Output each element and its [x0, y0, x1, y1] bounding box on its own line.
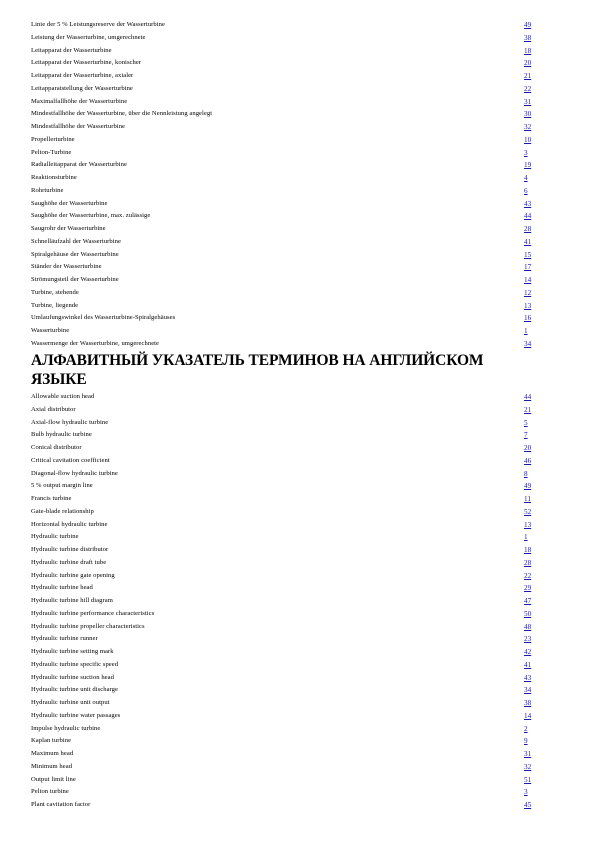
- index-row: [31, 480, 537, 493]
- page-number-link[interactable]: 21: [524, 405, 532, 414]
- term-label: Hydraulic turbine setting mark: [31, 648, 114, 655]
- index-row: [31, 761, 537, 774]
- page-number-link[interactable]: 50: [524, 609, 532, 618]
- term-label: Turbine, stehende: [31, 288, 79, 296]
- index-row: [31, 274, 537, 287]
- term-label: Hydraulic turbine runner: [31, 635, 98, 643]
- page-number-link[interactable]: 19: [524, 161, 532, 170]
- term-label: Saugrohr der Wasserturbine: [31, 225, 106, 232]
- index-row: [31, 710, 537, 723]
- index-row: [31, 147, 537, 160]
- page-number-link[interactable]: 34: [524, 686, 532, 695]
- term-label: Hydraulic turbine suction head: [31, 673, 114, 681]
- index-row: [31, 96, 537, 109]
- page-number-link[interactable]: 12: [524, 288, 532, 297]
- index-row: [31, 493, 537, 506]
- index-row: [31, 198, 537, 211]
- page-number-link[interactable]: 20: [524, 444, 532, 452]
- page-number-link[interactable]: 18: [524, 46, 532, 55]
- page-number-link[interactable]: 23: [524, 635, 532, 644]
- index-row: [31, 774, 537, 787]
- page-number-link[interactable]: 51: [524, 775, 532, 784]
- page-number-link[interactable]: 49: [524, 482, 532, 491]
- page-number-link[interactable]: 41: [524, 660, 532, 669]
- term-label: Axial distributor: [31, 405, 76, 413]
- page-number-link[interactable]: 44: [524, 393, 532, 401]
- index-row: [31, 300, 537, 313]
- page-number-link[interactable]: 17: [524, 263, 532, 272]
- term-label: Hydraulic turbine performance characteristics: [31, 609, 155, 617]
- term-label: Gate-blade relationship: [31, 507, 94, 515]
- page-number-link[interactable]: 22: [524, 571, 532, 580]
- term-label: Linie der 5 % Leistungsreserve der Wasserturbine: [31, 21, 165, 28]
- index-row: [31, 19, 537, 32]
- page-number-link[interactable]: 45: [524, 801, 532, 809]
- page-number-link[interactable]: 48: [524, 622, 532, 631]
- page-heading: [31, 351, 571, 389]
- term-label: Maximalfallhöhe der Wasserturbine: [31, 97, 128, 105]
- index-row: [31, 312, 537, 325]
- index-row: [31, 595, 537, 608]
- page-number-link[interactable]: 2: [524, 724, 528, 733]
- term-label: Hydraulic turbine water passages: [31, 711, 121, 719]
- english-term-index: [31, 391, 537, 812]
- page-number-link[interactable]: 34: [524, 339, 532, 348]
- index-row: [31, 391, 537, 404]
- index-row: [31, 134, 537, 147]
- term-label: Saughöhe der Wasserturbine: [31, 199, 108, 207]
- index-row: [31, 621, 537, 634]
- page-number-link[interactable]: 42: [524, 648, 532, 656]
- index-row: [31, 172, 537, 185]
- term-label: 5 % output margin line: [31, 482, 93, 490]
- page-number-link[interactable]: 1: [524, 327, 528, 335]
- index-row: [31, 32, 537, 45]
- term-label: Leitapparat der Wasserturbine, konischer: [31, 59, 142, 67]
- index-row: [31, 786, 537, 799]
- page-number-link[interactable]: 4: [524, 174, 528, 182]
- index-row: [31, 121, 537, 134]
- term-label: Hydraulic turbine hill diagram: [31, 597, 113, 604]
- term-label: Pelton-Turbine: [31, 148, 72, 156]
- page-number-link[interactable]: 30: [524, 110, 532, 119]
- index-row: [31, 506, 537, 519]
- page-number-link[interactable]: 38: [524, 33, 532, 42]
- index-row: [31, 249, 537, 262]
- term-label: Schnelläufzahl der Wasserturbine: [31, 237, 121, 245]
- term-label: Hydraulic turbine distributor: [31, 546, 109, 553]
- page-number-link[interactable]: 22: [524, 84, 532, 93]
- term-label: Umlaufungswinkel des Wasserturbine-Spiralgehäuses: [31, 314, 176, 322]
- term-label: Maximum head: [31, 750, 74, 757]
- index-row: [31, 557, 537, 570]
- term-label: Turbine, liegende: [31, 301, 79, 309]
- term-label: Allowable suction head: [31, 393, 95, 400]
- index-row: [31, 468, 537, 481]
- index-row: [31, 697, 537, 710]
- term-label: Reaktionsturbine: [31, 174, 77, 181]
- index-row: [31, 633, 537, 646]
- index-row: [31, 70, 537, 83]
- index-row: [31, 659, 537, 672]
- index-row: [31, 417, 537, 430]
- page-number-link[interactable]: 43: [524, 199, 532, 208]
- term-label: Hydraulic turbine gate opening: [31, 571, 115, 579]
- index-row: [31, 287, 537, 300]
- page-number-link[interactable]: 3: [524, 788, 528, 797]
- page-number-link[interactable]: 47: [524, 597, 532, 605]
- index-row: [31, 83, 537, 96]
- index-row: [31, 455, 537, 468]
- term-label: Minimum head: [31, 762, 73, 770]
- term-label: Strömungsteil der Wasserturbine: [31, 276, 119, 283]
- term-label: Ständer der Wasserturbine: [31, 263, 102, 271]
- term-label: Pelton turbine: [31, 788, 69, 796]
- page-number-link[interactable]: 6: [524, 186, 528, 195]
- page-number-link[interactable]: 44: [524, 212, 532, 221]
- page-number-link[interactable]: 32: [524, 762, 532, 771]
- page-number-link[interactable]: 43: [524, 673, 532, 682]
- index-row: [31, 261, 537, 274]
- term-label: Hydraulic turbine draft tube: [31, 558, 107, 566]
- index-row: [31, 325, 537, 338]
- page-number-link[interactable]: 31: [524, 97, 532, 106]
- term-label: Diagonal-flow hydraulic turbine: [31, 469, 118, 477]
- term-label: Hydraulic turbine specific speed: [31, 660, 119, 668]
- index-row: [31, 429, 537, 442]
- term-label: Critical cavitation coefficient: [31, 456, 110, 464]
- term-label: Bulb hydraulic turbine: [31, 431, 92, 439]
- page-number-link[interactable]: 38: [524, 699, 532, 707]
- index-row: [31, 442, 537, 455]
- index-row: [31, 185, 537, 198]
- term-label: Horizontal hydraulic turbine: [31, 520, 108, 528]
- index-row: [31, 748, 537, 761]
- index-row: [31, 45, 537, 58]
- page-number-link[interactable]: 29: [524, 584, 532, 593]
- term-label: Hydraulic turbine unit output: [31, 699, 110, 706]
- page-number-link[interactable]: 11: [524, 495, 531, 503]
- page-number-link[interactable]: 1: [524, 533, 528, 542]
- heading-line-1: АЛФАВИТНЫЙ УКАЗАТЕЛЬ ТЕРМИНОВ НА АНГЛИЙСКОМ: [31, 352, 484, 369]
- page-number-link[interactable]: 16: [524, 314, 532, 323]
- term-label: Impulse hydraulic turbine: [31, 724, 101, 732]
- term-label: Propellerturbine: [31, 135, 75, 143]
- page-number-link[interactable]: 31: [524, 750, 532, 758]
- page-number-link[interactable]: 3: [524, 148, 528, 157]
- term-label: Mindestfallhöhe der Wasserturbine, über die Nennleistung angelegt: [31, 110, 213, 118]
- index-row: [31, 404, 537, 417]
- index-row: [31, 735, 537, 748]
- index-row: [31, 108, 537, 121]
- index-row: [31, 544, 537, 557]
- term-label: Hydraulic turbine propeller characteristics: [31, 622, 145, 630]
- page-number-link[interactable]: 15: [524, 250, 532, 259]
- page-number-link[interactable]: 49: [524, 21, 532, 29]
- term-label: Axial-flow hydraulic turbine: [31, 418, 109, 426]
- page-number-link[interactable]: 41: [524, 237, 532, 246]
- term-label: Kaplan turbine: [31, 737, 72, 745]
- page-number-link[interactable]: 13: [524, 520, 532, 529]
- index-row: [31, 236, 537, 249]
- term-label: Plant cavitation factor: [31, 801, 91, 808]
- index-row: [31, 223, 537, 236]
- index-row: [31, 531, 537, 544]
- index-row: [31, 582, 537, 595]
- term-label: Wassermenge der Wasserturbine, umgerechnete: [31, 339, 160, 347]
- index-row: [31, 723, 537, 736]
- page-number-link[interactable]: 28: [524, 558, 532, 567]
- term-label: Wasserturbine: [31, 327, 70, 334]
- index-row: [31, 646, 537, 659]
- term-label: Leitapparatstellung der Wasserturbine: [31, 84, 133, 92]
- index-row: [31, 338, 537, 351]
- page-number-link[interactable]: 7: [524, 431, 528, 440]
- term-label: Hydraulic turbine: [31, 533, 79, 541]
- page-number-link[interactable]: 14: [524, 711, 532, 720]
- page-number-link[interactable]: 13: [524, 301, 532, 310]
- page-number-link[interactable]: 46: [524, 456, 532, 465]
- term-label: Leitapparat der Wasserturbine, axialer: [31, 72, 134, 79]
- index-row: [31, 519, 537, 532]
- index-row: [31, 684, 537, 697]
- index-row: [31, 608, 537, 621]
- page-number-link[interactable]: 21: [524, 72, 532, 80]
- index-row: [31, 57, 537, 70]
- page-number-link[interactable]: 10: [524, 135, 532, 144]
- page-number-link[interactable]: 20: [524, 59, 532, 68]
- term-label: Output limit line: [31, 775, 76, 783]
- term-label: Francis turbine: [31, 495, 72, 502]
- term-label: Rohrturbine: [31, 186, 64, 194]
- heading-line-2: ЯЗЫКЕ: [31, 371, 87, 388]
- index-row: [31, 799, 537, 812]
- page-number-link[interactable]: 5: [524, 418, 528, 427]
- page-number-link[interactable]: 28: [524, 225, 532, 233]
- term-label: Spiralgehäuse der Wasserturbine: [31, 250, 119, 258]
- page-number-link[interactable]: 14: [524, 276, 532, 284]
- term-label: Mindestfallhöhe der Wasserturbine: [31, 123, 126, 130]
- page-number-link[interactable]: 32: [524, 123, 532, 131]
- term-label: Saughöhe der Wasserturbine, max. zulässige: [31, 212, 151, 220]
- page-number-link[interactable]: 18: [524, 546, 532, 554]
- index-row: [31, 159, 537, 172]
- term-label: Conical distributor: [31, 444, 82, 451]
- index-row: [31, 672, 537, 685]
- term-label: Hydraulic turbine head: [31, 584, 93, 592]
- index-row: [31, 570, 537, 583]
- page-number-link[interactable]: 52: [524, 507, 532, 516]
- index-row: [31, 210, 537, 223]
- term-label: Leistung der Wasserturbine, umgerechnete: [31, 33, 146, 41]
- page-number-link[interactable]: 9: [524, 737, 528, 746]
- term-label: Radialleitapparat der Wasserturbine: [31, 161, 127, 169]
- german-term-index: [31, 19, 537, 351]
- page-number-link[interactable]: 8: [524, 469, 528, 478]
- term-label: Hydraulic turbine unit discharge: [31, 686, 118, 694]
- term-label: Leitapparat der Wasserturbine: [31, 46, 112, 54]
